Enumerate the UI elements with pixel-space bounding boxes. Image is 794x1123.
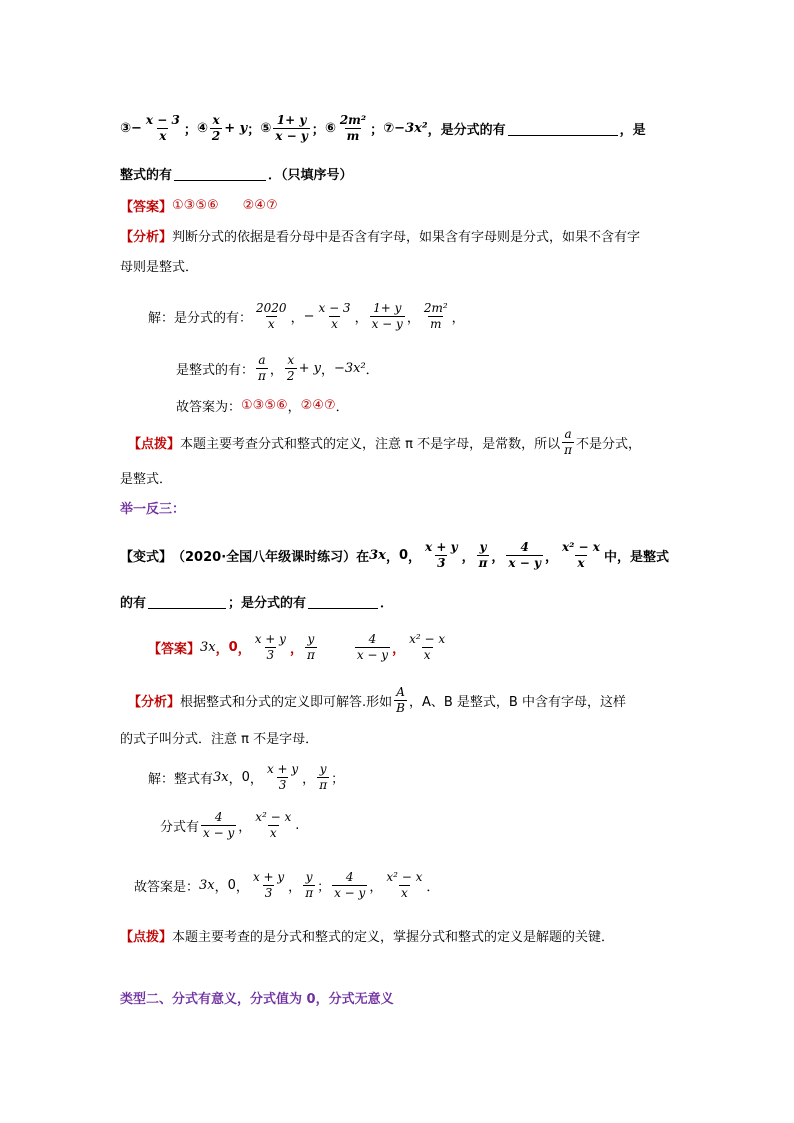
item-4-tail: + y (224, 120, 248, 136)
variant-line-1 (120, 536, 669, 574)
section-heading-text: 类型二、分式有意义，分式值为 0，分式无意义 (120, 992, 394, 1007)
tip-tag: 【点拨】 (128, 436, 181, 452)
analysis-2-line-2 (120, 728, 318, 747)
comma: ， (288, 879, 302, 895)
semicolon: ； (331, 771, 345, 787)
solution-2-fractions (160, 806, 299, 844)
tip-text: 是整式． (120, 472, 173, 487)
tip-1-line-2 (120, 468, 172, 487)
comma: ， (544, 549, 558, 565)
question-line-2 (120, 164, 353, 183)
variant-fraction: $\frac{4}{x - y}$ (508, 539, 541, 570)
practice-heading-text: 举一反三： (120, 502, 186, 517)
comma: ， (228, 771, 242, 787)
semicolon: ； (317, 879, 331, 895)
answer-value-2: ②④⑦ (300, 398, 336, 413)
solution-2-answer (134, 866, 439, 904)
comma: ， (290, 310, 304, 326)
variant-fraction: $\frac{y}{\pi}$ (478, 539, 488, 570)
variant-text: 中，是整式 (603, 549, 669, 565)
period: ． (365, 362, 379, 378)
integral-label: 解：整式有 (148, 771, 214, 787)
solution-fraction: $\frac{y}{\pi}$ (305, 869, 314, 900)
expression: 0 (227, 877, 236, 893)
answer-fraction: $\frac{x + y}{3}$ (254, 631, 286, 662)
comma: ， (238, 819, 252, 835)
tip-text: 不是分式， (576, 436, 642, 452)
comma: ， (214, 879, 228, 895)
comma: ， (235, 879, 249, 895)
period: ． (335, 400, 349, 415)
solution-fraction: $\frac{x}{2}$ (286, 352, 295, 383)
fraction-label: 分式有 (160, 819, 200, 835)
solution-fraction: $\frac{x + y}{3}$ (266, 761, 299, 792)
period: ． (426, 879, 440, 895)
answer-1 (120, 196, 278, 215)
solution-fraction: $\frac{4}{x - y}$ (203, 809, 235, 840)
solution-fraction: $\frac{2020}{x}$ (256, 300, 287, 331)
comma: ， (320, 362, 334, 378)
separator: ； (247, 122, 261, 138)
comma: ， (461, 549, 475, 565)
item-tail: + y (298, 360, 321, 376)
analysis-text: 判断分式的依据是看分母中是否含有字母，如果含有字母则是分式，如果不含有字 (172, 230, 641, 245)
comma: ， (302, 771, 316, 787)
expression: −3x² (333, 360, 366, 376)
variant-source: （2020·全国八年级课时练习）在 (172, 549, 370, 565)
fraction-item-6: $\frac{\text{2m²}}{m}$ (339, 112, 367, 143)
integral-label: 的有 (120, 596, 147, 611)
answer-fraction: $\frac{\text{x² − x}}{x}$ (409, 631, 446, 662)
separator: ； (370, 122, 384, 138)
comma: ， (451, 310, 465, 326)
answer-fraction: $\frac{4}{x - y}$ (356, 631, 389, 662)
comma: ， (408, 549, 422, 565)
analysis-2-line-1 (128, 682, 626, 718)
analysis-tag: 【分析】 (120, 230, 173, 245)
solution-1-fractions (148, 298, 465, 334)
integral-label: 整式的有 (120, 168, 173, 183)
comma: ， (385, 549, 399, 565)
solution-fraction: $\frac{a}{\pi}$ (258, 352, 266, 383)
solution-fraction: $\frac{x + y}{3}$ (252, 869, 285, 900)
analysis-text: 的式子叫分式．注意 π 不是字母． (120, 732, 319, 747)
separator: ； (183, 122, 197, 138)
fraction-answer-blank (308, 594, 378, 609)
solution-fraction: $\frac{4}{x - y}$ (334, 869, 366, 900)
circled-7: ⑦ (383, 120, 395, 136)
circled-5: ⑤ (260, 120, 272, 136)
fraction-item-3: $\frac{x - 3}{x}$ (145, 112, 180, 143)
circled-3: ③ (120, 120, 132, 136)
answer-fraction: $\frac{y}{\pi}$ (306, 631, 315, 662)
solution-fraction: $\frac{\text{x² − x}}{x}$ (386, 869, 423, 900)
answer-value-1: ①③⑤⑥ (172, 198, 219, 213)
answer-tag: 【答案】 (148, 641, 201, 657)
solution-fraction: $\frac{\text{2m²}}{m}$ (423, 300, 448, 331)
answer-tag: 【答案】 (120, 200, 173, 215)
practice-heading (120, 498, 185, 517)
analysis-fraction: $\frac{A}{B}$ (396, 684, 405, 715)
fraction-item-5: $\frac{1+ y}{x - y}$ (275, 112, 308, 143)
fraction-label: ；是分式的有 (228, 596, 307, 611)
comma: ， (289, 641, 303, 657)
minus-sign: − (131, 120, 142, 136)
comma: ， (287, 400, 301, 415)
comma: ， (215, 641, 229, 657)
solution-1-integrals (176, 350, 379, 386)
tip-text: 本题主要考查分式和整式的定义，注意 π 不是字母，是常数，所以 (180, 436, 561, 452)
minus-sign: − (303, 308, 315, 324)
variant-fraction: $\frac{x + y}{3}$ (425, 539, 458, 570)
expression: 3x (200, 639, 216, 655)
fraction-answer-blank (508, 121, 618, 136)
integral-label: 是整式的有： (176, 362, 255, 378)
answer-value-1: ①③⑤⑥ (241, 398, 288, 413)
variant-fraction: $\frac{\text{x² − x}}{x}$ (561, 539, 600, 570)
expression-7: −3x² (394, 120, 428, 136)
solution-fraction: $\frac{y}{\pi}$ (319, 761, 328, 792)
section-heading (120, 988, 394, 1007)
tip-text: 本题主要考查的是分式和整式的定义，掌握分式和整式的定义是解题的关键． (172, 930, 615, 945)
tip-1-line-1 (128, 424, 641, 460)
analysis-text: 根据整式和分式的定义即可解答.形如 (180, 694, 393, 710)
comma-is: ，是 (619, 122, 646, 138)
comma: ， (392, 641, 406, 657)
expression: 0 (241, 769, 250, 785)
answer-label: 故答案为： (176, 400, 242, 415)
comma: ， (491, 549, 505, 565)
analysis-text: ，A、B 是整式，B 中含有字母，这样 (408, 694, 626, 710)
separator: ； (311, 122, 325, 138)
expression: 3x (213, 769, 229, 785)
question-note: ．（只填序号） (268, 168, 353, 183)
expression: 0 (228, 639, 238, 655)
comma: ， (406, 310, 420, 326)
variant-line-2 (120, 592, 393, 611)
solution-fraction: $\frac{\text{x² − x}}{x}$ (255, 809, 292, 840)
question-line-1 (120, 110, 646, 146)
solution-label: 解：是分式的有： (148, 310, 253, 326)
answer-label: 故答案是： (134, 879, 200, 895)
variant-tag: 【变式】 (120, 549, 173, 565)
period: . (295, 817, 300, 833)
solution-1-answer (176, 396, 349, 415)
expression: 0 (398, 547, 408, 563)
solution-fraction: $\frac{1+ y}{x - y}$ (371, 300, 403, 331)
comma: ， (354, 310, 368, 326)
comma: ， (269, 362, 283, 378)
integral-answer-blank (174, 166, 266, 181)
tip-2 (120, 926, 614, 945)
expression: 3x (369, 547, 386, 563)
answer-2 (148, 628, 449, 666)
solution-2-integrals (148, 758, 344, 796)
period: ． (380, 596, 394, 611)
fraction-item-4: $\frac{x}{2}$ (211, 112, 221, 143)
solution-fraction: $\frac{x - 3}{x}$ (318, 300, 351, 331)
comma: ， (237, 641, 251, 657)
analysis-1-line-1 (120, 226, 640, 245)
analysis-tag: 【分析】 (128, 694, 181, 710)
analysis-text: 母则是整式． (120, 260, 199, 275)
analysis-1-line-2 (120, 256, 198, 275)
expression: 3x (199, 877, 215, 893)
circled-4: ④ (196, 120, 208, 136)
circled-6: ⑥ (324, 120, 336, 136)
integral-answer-blank (148, 594, 226, 609)
answer-value-2: ②④⑦ (242, 198, 278, 213)
tip-fraction: $\frac{a}{\pi}$ (564, 426, 572, 457)
comma: ， (249, 771, 263, 787)
fraction-label: ，是分式的有 (427, 122, 506, 138)
tip-tag: 【点拨】 (120, 930, 173, 945)
comma: ， (369, 879, 383, 895)
